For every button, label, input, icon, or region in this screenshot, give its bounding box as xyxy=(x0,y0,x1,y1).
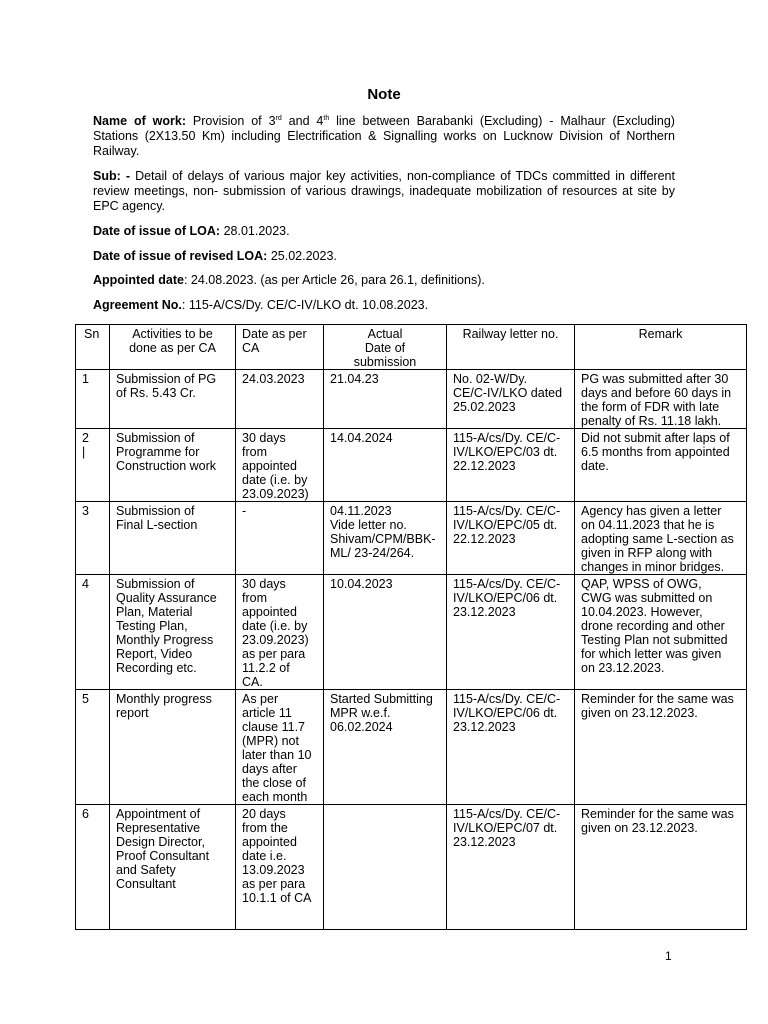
cell-date-as-per-ca: 30 days from appointed date (i.e. by 23.09.2023) xyxy=(236,429,324,502)
name-of-work-label: Name of work: xyxy=(93,114,186,128)
cell-sn: 3 xyxy=(76,502,110,575)
cell-activity: Submission of PG of Rs. 5.43 Cr. xyxy=(110,370,236,429)
cell-remark: Agency has given a letter on 04.11.2023 that he is adopting same L-section as given in RFP along with changes in minor bridges. xyxy=(575,502,747,575)
cell-sn: 2 | xyxy=(76,429,110,502)
header-remark: Remark xyxy=(575,325,747,370)
cell-railway-letter: 115-A/cs/Dy. CE/C- IV/LKO/EPC/06 dt. 23.12.2023 xyxy=(447,690,575,805)
loa-date-paragraph xyxy=(93,224,675,239)
cell-actual-date xyxy=(324,805,447,930)
appointed-date-paragraph xyxy=(93,273,675,288)
revised-loa-date-paragraph xyxy=(93,249,675,264)
cell-remark: Reminder for the same was given on 23.12.2023. xyxy=(575,805,747,930)
cell-activity: Submission of Quality Assurance Plan, Material Testing Plan, Monthly Progress Report, Video Recording etc. xyxy=(110,575,236,690)
name-of-work-text-a: Provision of 3 xyxy=(186,114,276,128)
subject-label: Sub: - xyxy=(93,169,130,183)
header-railway-letter: Railway letter no. xyxy=(447,325,575,370)
agreement-value: : 115-A/CS/Dy. CE/C-IV/LKO dt. 10.08.2023. xyxy=(181,298,429,312)
name-of-work-sup-b: th xyxy=(323,115,330,122)
name-of-work-text-b: and 4 xyxy=(281,114,324,128)
appointed-date-value: : 24.08.2023. (as per Article 26, para 26.1, definitions). xyxy=(183,273,485,287)
table-row xyxy=(76,502,747,575)
cell-activity: Monthly progress report xyxy=(110,690,236,805)
cell-railway-letter: 115-A/cs/Dy. CE/C- IV/LKO/EPC/03 dt. 22.12.2023 xyxy=(447,429,575,502)
header-activities: Activities to be done as per CA xyxy=(110,325,236,370)
name-of-work-paragraph xyxy=(93,114,675,159)
page-number: 1 xyxy=(665,949,672,963)
cell-remark: QAP, WPSS of OWG, CWG was submitted on 10.04.2023. However, drone recording and other Testing Plan not submitted for which letter was given on 23.12.2023. xyxy=(575,575,747,690)
cell-sn: 1 xyxy=(76,370,110,429)
appointed-date-label: Appointed date xyxy=(93,273,184,287)
table-row xyxy=(76,370,747,429)
cell-sn: 5 xyxy=(76,690,110,805)
cell-actual-date: 14.04.2024 xyxy=(324,429,447,502)
cell-actual-date: Started Submitting MPR w.e.f. 06.02.2024 xyxy=(324,690,447,805)
cell-activity: Submission of Final L-section xyxy=(110,502,236,575)
page-title: Note xyxy=(367,86,401,103)
loa-date-label: Date of issue of LOA: xyxy=(93,224,221,238)
table-row xyxy=(76,429,747,502)
agreement-label: Agreement No. xyxy=(93,298,182,312)
name-of-work-sup-a: rd xyxy=(275,115,282,122)
cell-date-as-per-ca: 30 days from appointed date (i.e. by 23.09.2023) as per para 11.2.2 of CA. xyxy=(236,575,324,690)
table-header-row xyxy=(76,325,747,370)
cell-activity: Submission of Programme for Construction work xyxy=(110,429,236,502)
loa-date-value: 28.01.2023. xyxy=(220,224,290,238)
table-row xyxy=(76,575,747,690)
agreement-paragraph xyxy=(93,298,675,313)
cell-sn: 6 xyxy=(76,805,110,930)
header-actual-date: Actual Date of submission xyxy=(324,325,447,370)
cell-activity: Appointment of Representative Design Director, Proof Consultant and Safety Consultant xyxy=(110,805,236,930)
cell-date-as-per-ca: 20 days from the appointed date i.e. 13.09.2023 as per para 10.1.1 of CA xyxy=(236,805,324,930)
cell-date-as-per-ca: As per article 11 clause 11.7 (MPR) not later than 10 days after the close of each month xyxy=(236,690,324,805)
activity-table xyxy=(75,324,747,930)
cell-actual-date: 10.04.2023 xyxy=(324,575,447,690)
cell-date-as-per-ca: 24.03.2023 xyxy=(236,370,324,429)
cell-remark: Did not submit after laps of 6.5 months from appointed date. xyxy=(575,429,747,502)
cell-sn: 4 xyxy=(76,575,110,690)
table-row xyxy=(76,805,747,930)
revised-loa-date-label: Date of issue of revised LOA: xyxy=(93,249,268,263)
cell-railway-letter: 115-A/cs/Dy. CE/C- IV/LKO/EPC/05 dt. 22.12.2023 xyxy=(447,502,575,575)
cell-remark: Reminder for the same was given on 23.12.2023. xyxy=(575,690,747,805)
cell-railway-letter: No. 02-W/Dy. CE/C-IV/LKO dated 25.02.2023 xyxy=(447,370,575,429)
cell-remark: PG was submitted after 30 days and before 60 days in the form of FDR with late penalty of Rs. 11.18 lakh. xyxy=(575,370,747,429)
subject-paragraph xyxy=(93,169,675,214)
cell-actual-date: 21.04.23 xyxy=(324,370,447,429)
subject-text: Detail of delays of various major key activities, non-compliance of TDCs committed in different review meetings, non- submission of various drawings, inadequate mobilization of resources at site by EPC agency. xyxy=(93,169,675,213)
cell-date-as-per-ca: - xyxy=(236,502,324,575)
name-of-work-text-c: line between Barabanki (Excluding) - Malhaur (Excluding) Stations (2X13.50 Km) including Electrification & Signalling works on Lucknow Division of Northern Railway. xyxy=(93,114,675,158)
cell-railway-letter: 115-A/cs/Dy. CE/C- IV/LKO/EPC/07 dt. 23.12.2023 xyxy=(447,805,575,930)
cell-actual-date: 04.11.2023 Vide letter no. Shivam/CPM/BBK- ML/ 23-24/264. xyxy=(324,502,447,575)
header-date-as-per-ca: Date as per CA xyxy=(236,325,324,370)
table-row xyxy=(76,690,747,805)
cell-railway-letter: 115-A/cs/Dy. CE/C- IV/LKO/EPC/06 dt. 23.12.2023 xyxy=(447,575,575,690)
header-sn: Sn xyxy=(76,325,110,370)
revised-loa-date-value: 25.02.2023. xyxy=(267,249,337,263)
